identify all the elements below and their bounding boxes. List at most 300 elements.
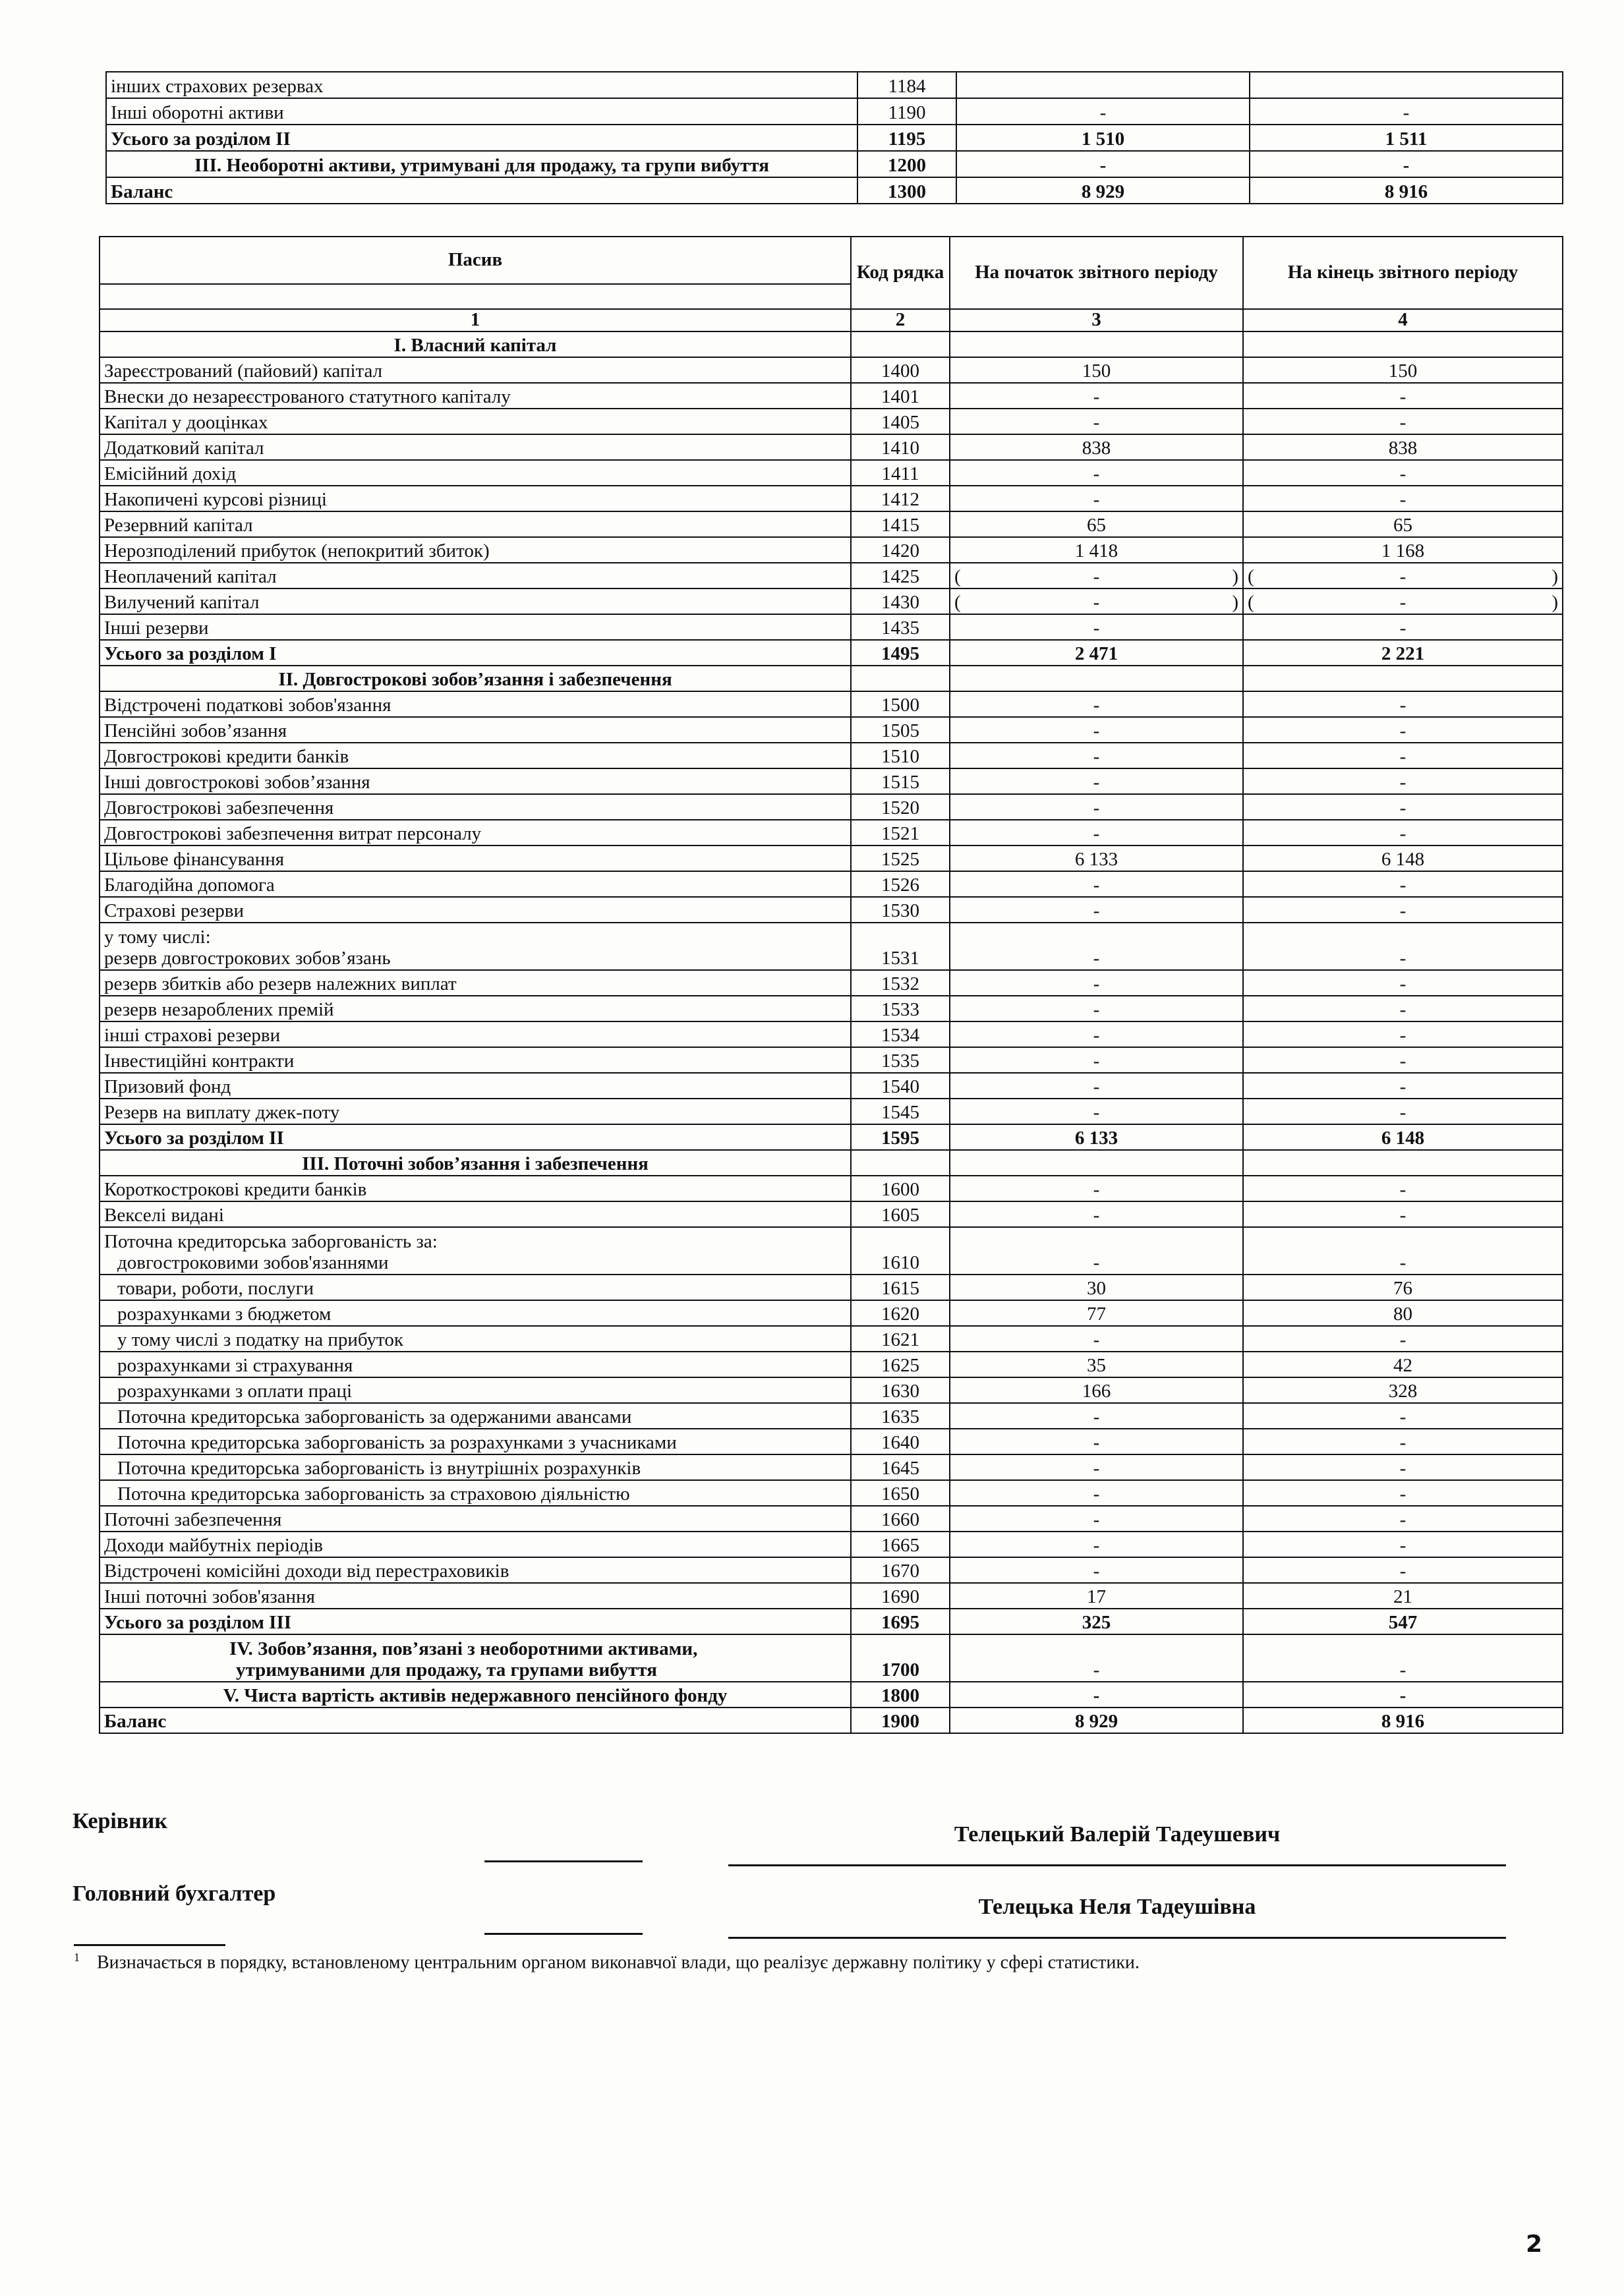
row-value-end: - xyxy=(1243,1480,1563,1506)
row-value-end: - xyxy=(1243,1176,1563,1201)
row-value-end: 1 511 xyxy=(1250,125,1563,151)
section-title: I. Власний капітал xyxy=(100,331,851,357)
row-label: Поточна кредиторська заборгованість із внутрішніх розрахунків xyxy=(100,1454,851,1480)
table-row xyxy=(100,717,1563,743)
row-value-start: - xyxy=(950,1099,1243,1124)
section-title: III. Поточні зобов’язання і забезпечення xyxy=(100,1150,851,1176)
table-row xyxy=(100,1201,1563,1227)
header-liabilities: Пасив xyxy=(100,237,851,284)
row-code: 1520 xyxy=(851,794,950,820)
table-row xyxy=(100,1532,1563,1557)
row-value-end: - xyxy=(1243,717,1563,743)
parenthesized-value xyxy=(1248,592,1558,614)
row-value-end: - xyxy=(1243,409,1563,434)
table-row xyxy=(100,743,1563,768)
table-row xyxy=(100,897,1563,923)
table-row xyxy=(100,1300,1563,1326)
row-label: III. Необоротні активи, утримувані для продажу, та групи вибуття xyxy=(106,151,857,177)
row-label: Усього за розділом II xyxy=(106,125,857,151)
row-value-start: - xyxy=(950,1506,1243,1532)
row-label: Емісійний дохід xyxy=(100,460,851,486)
row-code: 1526 xyxy=(851,871,950,897)
row-value-end: - xyxy=(1243,1403,1563,1429)
row-code: 1505 xyxy=(851,717,950,743)
director-signature-row xyxy=(72,1809,1562,1881)
row-value-end: - xyxy=(1243,1557,1563,1583)
row-value-start: - xyxy=(950,996,1243,1021)
row-label: товари, роботи, послуги xyxy=(100,1275,851,1300)
table-row xyxy=(100,820,1563,846)
row-value-start: - xyxy=(950,460,1243,486)
row-value-end: 150 xyxy=(1243,357,1563,383)
section-2-header xyxy=(100,666,1563,691)
row-code: 1420 xyxy=(851,537,950,563)
parenthesized-value xyxy=(954,567,1238,588)
section-2-total xyxy=(100,1124,1563,1150)
row-code: 1533 xyxy=(851,996,950,1021)
row-code: 1600 xyxy=(851,1176,950,1201)
row-label: Пенсійні зобов’язання xyxy=(100,717,851,743)
row-value-end: - xyxy=(1250,151,1563,177)
row-value-start: - xyxy=(950,820,1243,846)
row-label: Капітал у дооцінках xyxy=(100,409,851,434)
row-label: розрахунками зі страхування xyxy=(100,1352,851,1377)
footnote-text: Визначається в порядку, встановленому центральним органом виконавчої влади, що реалізує державну політику у сфері статистики. xyxy=(97,1952,1140,1973)
table-row xyxy=(100,511,1563,537)
row-value-start: 1 418 xyxy=(950,537,1243,563)
director-name: Телецький Валерій Тадеушевич xyxy=(954,1822,1281,1847)
row-label xyxy=(100,923,851,970)
column-number-1: 1 xyxy=(100,309,851,331)
row-code: 1660 xyxy=(851,1506,950,1532)
table-row xyxy=(100,970,1563,996)
table-row xyxy=(100,1073,1563,1099)
row-code: 1670 xyxy=(851,1557,950,1583)
table-row xyxy=(100,383,1563,409)
column-number-3: 3 xyxy=(950,309,1243,331)
row-label: Поточна кредиторська заборгованість за розрахунками з учасниками xyxy=(100,1429,851,1454)
table-row xyxy=(100,794,1563,820)
row-value-end: 76 xyxy=(1243,1275,1563,1300)
assets-continuation-table xyxy=(105,71,1563,204)
row-label: резерв збитків або резерв належних виплат xyxy=(100,970,851,996)
row-code: 1610 xyxy=(851,1227,950,1275)
row-value-end: - xyxy=(1243,1099,1563,1124)
row-value-end: - xyxy=(1243,923,1563,970)
row-value-start: - xyxy=(950,1403,1243,1429)
value: - xyxy=(1399,566,1406,587)
accountant-name-line xyxy=(728,1937,1506,1939)
assets-row xyxy=(106,125,1563,151)
row-value-start: - xyxy=(950,768,1243,794)
assets-row xyxy=(106,98,1563,125)
section-5-row xyxy=(100,1682,1563,1708)
row-code: 1534 xyxy=(851,1021,950,1047)
parenthesized-value xyxy=(1248,567,1558,588)
empty-cell xyxy=(1243,331,1563,357)
row-code: 1184 xyxy=(857,72,956,98)
open-paren: ( xyxy=(954,592,961,613)
table-row xyxy=(100,1480,1563,1506)
table-row xyxy=(100,1429,1563,1454)
row-label: Баланс xyxy=(106,177,857,204)
row-label: Благодійна допомога xyxy=(100,871,851,897)
row-value-end: 1 168 xyxy=(1243,537,1563,563)
table-row xyxy=(100,537,1563,563)
row-value-end: - xyxy=(1243,1021,1563,1047)
row-label: Цільове фінансування xyxy=(100,846,851,871)
row-value-start: - xyxy=(950,383,1243,409)
row-code: 1435 xyxy=(851,614,950,640)
page-number: 2 xyxy=(1526,2231,1543,2258)
table-row xyxy=(100,409,1563,434)
row-label: Резерв на виплату джек-поту xyxy=(100,1099,851,1124)
empty-cell xyxy=(851,666,950,691)
row-value-start: 8 929 xyxy=(950,1708,1243,1733)
accountant-signature-line xyxy=(484,1933,643,1935)
row-code: 1605 xyxy=(851,1201,950,1227)
section-title: II. Довгострокові зобов’язання і забезпечення xyxy=(100,666,851,691)
row-label: Довгострокові забезпечення xyxy=(100,794,851,820)
row-value-end: 6 148 xyxy=(1243,846,1563,871)
row-code: 1620 xyxy=(851,1300,950,1326)
row-code: 1630 xyxy=(851,1377,950,1403)
row-value-end: - xyxy=(1250,98,1563,125)
row-value-start: 838 xyxy=(950,434,1243,460)
table-row xyxy=(100,846,1563,871)
row-label xyxy=(100,1227,851,1275)
row-code: 1425 xyxy=(851,563,950,588)
insurance-reserves-breakdown xyxy=(100,923,1563,970)
table-row xyxy=(100,1176,1563,1201)
row-value-start: 77 xyxy=(950,1300,1243,1326)
row-code: 1545 xyxy=(851,1099,950,1124)
row-value-start: 1 510 xyxy=(956,125,1250,151)
row-label: Додатковий капітал xyxy=(100,434,851,460)
row-label: Векселі видані xyxy=(100,1201,851,1227)
section-1-header xyxy=(100,331,1563,357)
row-value-start: - xyxy=(950,717,1243,743)
row-label-line-1: IV. Зобов’язання, пов’язані з необоротними активами, xyxy=(229,1638,698,1660)
row-value-end: - xyxy=(1243,996,1563,1021)
table-row xyxy=(100,1557,1563,1583)
row-value-end: 2 221 xyxy=(1243,640,1563,666)
row-label: Поточна кредиторська заборгованість за страховою діяльністю xyxy=(100,1480,851,1506)
row-value-start: - xyxy=(950,1021,1243,1047)
row-value-end: - xyxy=(1243,871,1563,897)
row-code: 1532 xyxy=(851,970,950,996)
row-label: інших страхових резервах xyxy=(106,72,857,98)
row-label: Усього за розділом I xyxy=(100,640,851,666)
table-row xyxy=(100,1047,1563,1073)
assets-row xyxy=(106,72,1563,98)
row-label-line-2: довгостроковими зобов'язаннями xyxy=(117,1252,389,1273)
row-value-start xyxy=(950,588,1243,614)
row-value-end: - xyxy=(1243,743,1563,768)
empty-cell xyxy=(950,666,1243,691)
row-value-start: - xyxy=(956,151,1250,177)
row-label: Інші довгострокові зобов’язання xyxy=(100,768,851,794)
row-label: Накопичені курсові різниці xyxy=(100,486,851,511)
empty-cell xyxy=(851,331,950,357)
row-value-end: - xyxy=(1243,1506,1563,1532)
row-code: 1400 xyxy=(851,357,950,383)
row-value-start: - xyxy=(950,1454,1243,1480)
row-code: 1625 xyxy=(851,1352,950,1377)
row-code: 1195 xyxy=(857,125,956,151)
open-paren: ( xyxy=(1248,592,1254,613)
row-value-start: - xyxy=(950,923,1243,970)
value: - xyxy=(1399,592,1406,613)
row-value-start: - xyxy=(950,794,1243,820)
row-code: 1405 xyxy=(851,409,950,434)
table-row xyxy=(100,357,1563,383)
table-row xyxy=(100,768,1563,794)
row-value-end: - xyxy=(1243,460,1563,486)
row-value-end: 42 xyxy=(1243,1352,1563,1377)
row-code: 1540 xyxy=(851,1073,950,1099)
row-code: 1410 xyxy=(851,434,950,460)
row-value-end: - xyxy=(1243,1454,1563,1480)
row-value-end: - xyxy=(1243,970,1563,996)
row-value-start: - xyxy=(950,1201,1243,1227)
row-value-end xyxy=(1243,563,1563,588)
close-paren: ) xyxy=(1552,566,1558,587)
row-code: 1900 xyxy=(851,1708,950,1733)
row-code: 1615 xyxy=(851,1275,950,1300)
row-code: 1531 xyxy=(851,923,950,970)
row-code: 1411 xyxy=(851,460,950,486)
row-value-start: 166 xyxy=(950,1377,1243,1403)
row-label-line-2: утримуваними для продажу, та групами вибуття xyxy=(236,1659,657,1680)
row-value-start: - xyxy=(950,1176,1243,1201)
section-1-total xyxy=(100,640,1563,666)
accountant-signature-row xyxy=(72,1881,1562,1954)
row-code: 1412 xyxy=(851,486,950,511)
table-row xyxy=(100,871,1563,897)
row-label: Інші оборотні активи xyxy=(106,98,857,125)
row-value-start xyxy=(956,72,1250,98)
row-label: Резервний капітал xyxy=(100,511,851,537)
row-code: 1200 xyxy=(857,151,956,177)
row-label: Страхові резерви xyxy=(100,897,851,923)
row-label: Інвестиційні контракти xyxy=(100,1047,851,1073)
row-value-end: - xyxy=(1243,1227,1563,1275)
row-value-end: - xyxy=(1243,691,1563,717)
table-row xyxy=(100,563,1563,588)
row-code: 1695 xyxy=(851,1609,950,1634)
row-value-start: 6 133 xyxy=(950,1124,1243,1150)
row-value-start: - xyxy=(950,897,1243,923)
row-label: Відстрочені комісійні доходи від перестраховиків xyxy=(100,1557,851,1583)
row-code: 1595 xyxy=(851,1124,950,1150)
row-value-start: - xyxy=(950,691,1243,717)
table-row xyxy=(100,1352,1563,1377)
row-label: Інші поточні зобов'язання xyxy=(100,1583,851,1609)
row-code: 1650 xyxy=(851,1480,950,1506)
row-value-start: 8 929 xyxy=(956,177,1250,204)
table-row xyxy=(100,1454,1563,1480)
row-value-end: - xyxy=(1243,794,1563,820)
director-signature-line xyxy=(484,1860,643,1862)
row-value-start: - xyxy=(950,1634,1243,1682)
row-value-start: 6 133 xyxy=(950,846,1243,871)
row-label-line-1: у тому числі: xyxy=(104,927,211,948)
row-code: 1635 xyxy=(851,1403,950,1429)
row-label: Баланс xyxy=(100,1708,851,1733)
footnote xyxy=(74,1951,1140,1973)
row-value-end: - xyxy=(1243,1201,1563,1227)
row-label: Довгострокові кредити банків xyxy=(100,743,851,768)
row-value-end xyxy=(1250,72,1563,98)
row-label: інші страхові резерви xyxy=(100,1021,851,1047)
accountant-label: Головний бухгалтер xyxy=(72,1881,276,1906)
header-period-start: На початок звітного періоду xyxy=(950,237,1243,309)
row-value-start: 30 xyxy=(950,1275,1243,1300)
row-code: 1300 xyxy=(857,177,956,204)
row-value-end: - xyxy=(1243,1429,1563,1454)
row-value-end: 65 xyxy=(1243,511,1563,537)
parenthesized-value xyxy=(954,592,1238,614)
table-row xyxy=(100,1583,1563,1609)
row-value-start: 325 xyxy=(950,1609,1243,1634)
row-label: V. Чиста вартість активів недержавного пенсійного фонду xyxy=(100,1682,851,1708)
row-value-start: - xyxy=(956,98,1250,125)
row-value-start: - xyxy=(950,1480,1243,1506)
table-row xyxy=(100,1099,1563,1124)
header-spacer xyxy=(100,284,851,309)
row-code: 1530 xyxy=(851,897,950,923)
row-code: 1621 xyxy=(851,1326,950,1352)
table-row xyxy=(100,1326,1563,1352)
row-value-start: - xyxy=(950,1532,1243,1557)
row-label-line-1: Поточна кредиторська заборгованість за: xyxy=(104,1231,438,1253)
table-row xyxy=(100,434,1563,460)
row-label xyxy=(100,1634,851,1682)
row-code: 1190 xyxy=(857,98,956,125)
row-label: розрахунками з оплати праці xyxy=(100,1377,851,1403)
row-value-end: - xyxy=(1243,820,1563,846)
row-code: 1401 xyxy=(851,383,950,409)
table-row xyxy=(100,996,1563,1021)
accountant-name: Телецька Неля Тадеушівна xyxy=(978,1895,1256,1919)
row-value-start xyxy=(950,563,1243,588)
table-row xyxy=(100,486,1563,511)
section-3-header xyxy=(100,1150,1563,1176)
row-label: Відстрочені податкові зобов'язання xyxy=(100,691,851,717)
row-value-start: - xyxy=(950,871,1243,897)
row-value-end: - xyxy=(1243,768,1563,794)
column-number-4: 4 xyxy=(1243,309,1563,331)
row-value-end xyxy=(1243,588,1563,614)
assets-row xyxy=(106,177,1563,204)
empty-cell xyxy=(1243,666,1563,691)
row-code: 1521 xyxy=(851,820,950,846)
row-value-end: - xyxy=(1243,1047,1563,1073)
row-value-end: 328 xyxy=(1243,1377,1563,1403)
row-value-end: - xyxy=(1243,1532,1563,1557)
close-paren: ) xyxy=(1232,592,1238,613)
row-code: 1525 xyxy=(851,846,950,871)
empty-cell xyxy=(950,331,1243,357)
row-value-end: - xyxy=(1243,383,1563,409)
row-value-end: - xyxy=(1243,1634,1563,1682)
section-3-total xyxy=(100,1609,1563,1634)
table-row xyxy=(100,1275,1563,1300)
row-code: 1430 xyxy=(851,588,950,614)
value: - xyxy=(1093,592,1100,613)
row-label: Поточна кредиторська заборгованість за одержаними авансами xyxy=(100,1403,851,1429)
row-value-start: - xyxy=(950,1227,1243,1275)
footnote-divider xyxy=(74,1944,225,1946)
row-code: 1500 xyxy=(851,691,950,717)
open-paren: ( xyxy=(954,566,961,587)
assets-row xyxy=(106,151,1563,177)
row-code: 1510 xyxy=(851,743,950,768)
header-row-code: Код рядка xyxy=(851,237,950,309)
row-value-start: - xyxy=(950,1682,1243,1708)
row-value-start: - xyxy=(950,1326,1243,1352)
balance-total-row xyxy=(100,1708,1563,1733)
row-value-start: - xyxy=(950,1429,1243,1454)
row-label: Усього за розділом III xyxy=(100,1609,851,1634)
row-value-start: - xyxy=(950,1047,1243,1073)
row-value-start: 2 471 xyxy=(950,640,1243,666)
row-value-start: 17 xyxy=(950,1583,1243,1609)
row-value-start: - xyxy=(950,486,1243,511)
row-value-start: - xyxy=(950,614,1243,640)
signatures-block xyxy=(72,1809,1562,1954)
row-code: 1535 xyxy=(851,1047,950,1073)
row-code: 1690 xyxy=(851,1583,950,1609)
close-paren: ) xyxy=(1552,592,1558,613)
row-value-end: - xyxy=(1243,486,1563,511)
empty-cell xyxy=(1243,1150,1563,1176)
row-value-end: 6 148 xyxy=(1243,1124,1563,1150)
row-code: 1415 xyxy=(851,511,950,537)
row-value-end: 80 xyxy=(1243,1300,1563,1326)
section-4-row xyxy=(100,1634,1563,1682)
row-code: 1640 xyxy=(851,1429,950,1454)
row-label: Доходи майбутніх періодів xyxy=(100,1532,851,1557)
row-code: 1700 xyxy=(851,1634,950,1682)
row-label: Короткострокові кредити банків xyxy=(100,1176,851,1201)
row-label: Довгострокові забезпечення витрат персоналу xyxy=(100,820,851,846)
close-paren: ) xyxy=(1232,566,1238,587)
row-code: 1645 xyxy=(851,1454,950,1480)
row-value-end: - xyxy=(1243,614,1563,640)
row-label: резерв незароблених премій xyxy=(100,996,851,1021)
row-label: Неоплачений капітал xyxy=(100,563,851,588)
row-label: Зареєстрований (пайовий) капітал xyxy=(100,357,851,383)
row-label: розрахунками з бюджетом xyxy=(100,1300,851,1326)
row-value-start: 150 xyxy=(950,357,1243,383)
table-row xyxy=(100,614,1563,640)
empty-cell xyxy=(950,1150,1243,1176)
row-value-start: - xyxy=(950,1557,1243,1583)
table-row xyxy=(100,691,1563,717)
row-code: 1800 xyxy=(851,1682,950,1708)
row-value-end: - xyxy=(1243,1682,1563,1708)
open-paren: ( xyxy=(1248,566,1254,587)
row-label: Призовий фонд xyxy=(100,1073,851,1099)
table-row xyxy=(100,1021,1563,1047)
row-value-end: - xyxy=(1243,1326,1563,1352)
value: - xyxy=(1093,566,1100,587)
row-value-end: 8 916 xyxy=(1250,177,1563,204)
row-value-end: 8 916 xyxy=(1243,1708,1563,1733)
row-value-end: 21 xyxy=(1243,1583,1563,1609)
